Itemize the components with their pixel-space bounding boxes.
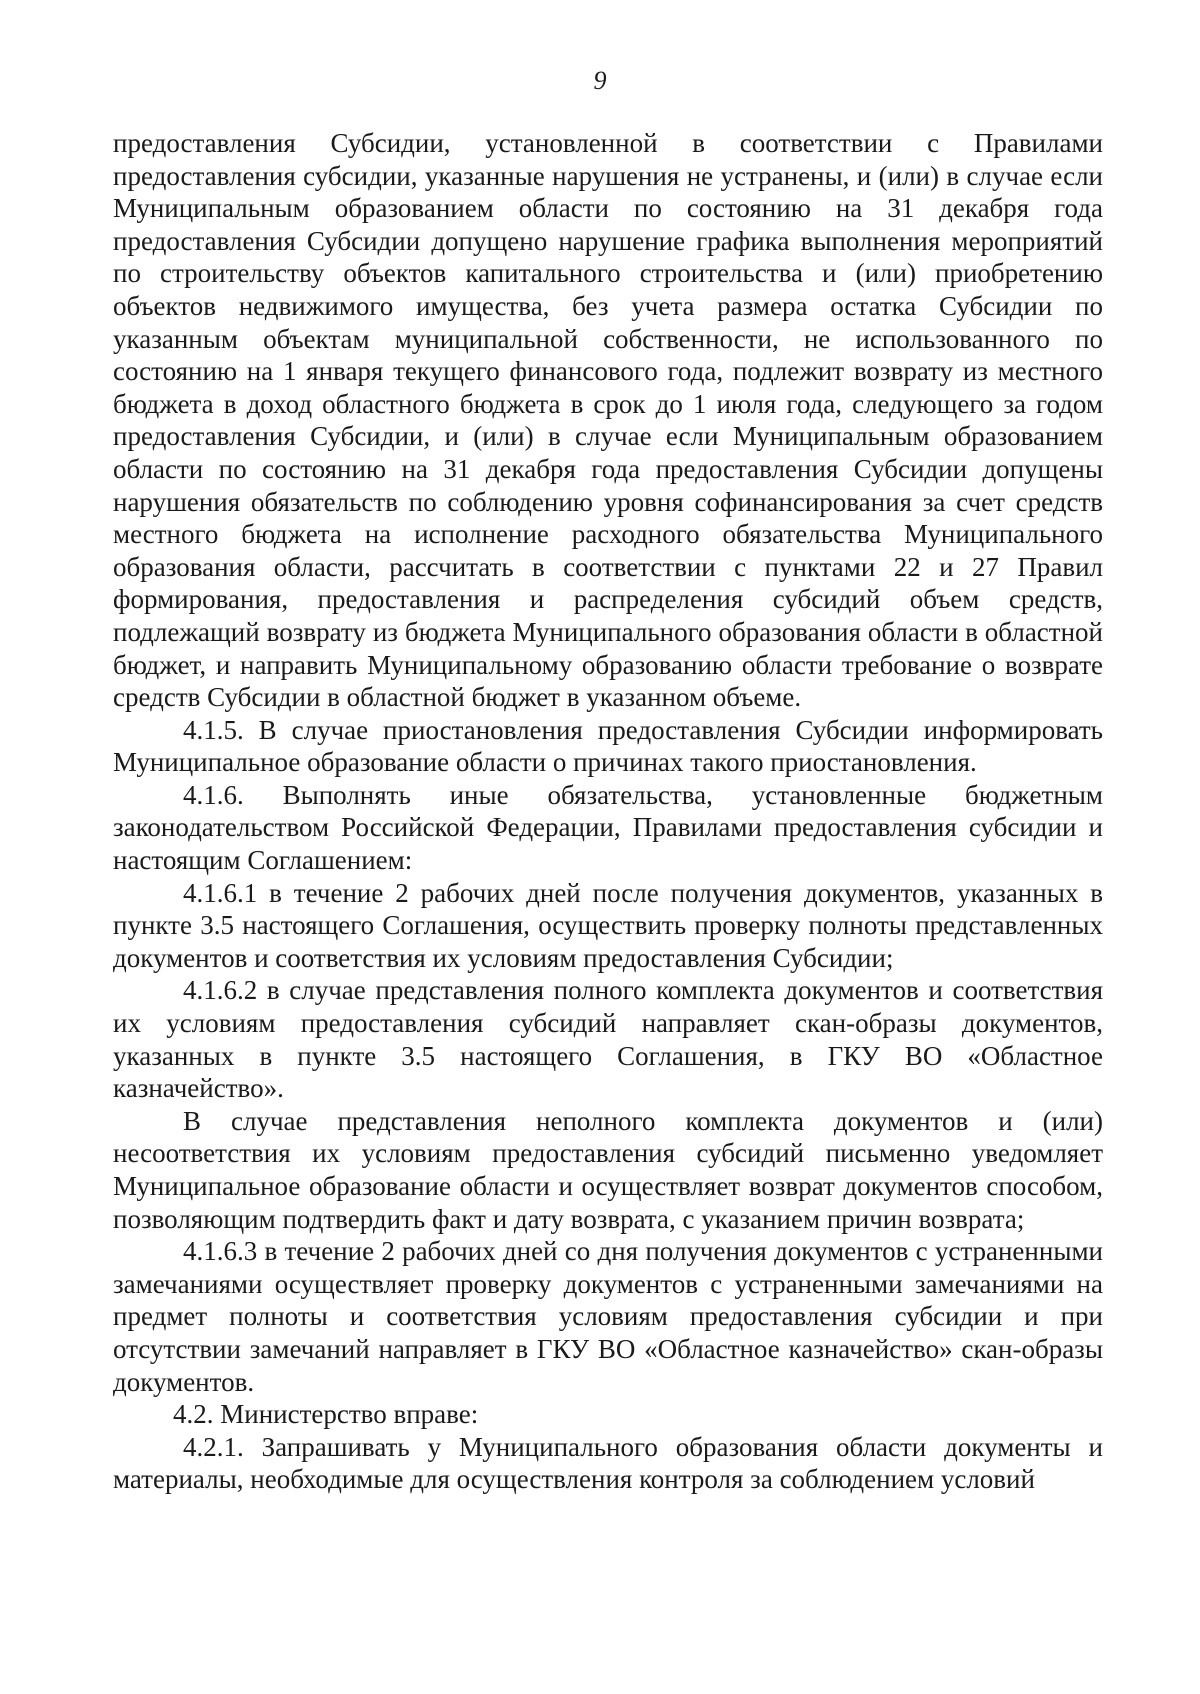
- page-number: 9: [593, 66, 607, 95]
- paragraph-4-1-5: 4.1.5. В случае приостановления предоставления Субсидии информировать Муниципальное образование области о причинах такого приостановления.: [113, 714, 1103, 778]
- paragraph-4-1-6-2: 4.1.6.2 в случае представления полного комплекта документов и соответствия их условиям предоставления субсидий направляет скан-образы документов, указанных в пункте 3.5 настоящего Соглашения, в ГКУ ВО «Областное казначейство».: [113, 975, 1103, 1104]
- paragraph-4-1-6: 4.1.6. Выполнять иные обязательства, установленные бюджетным законодательством Российской Федерации, Правилами предоставления субсидии и настоящим Соглашением:: [113, 779, 1103, 876]
- paragraph-4-2-1: 4.2.1. Запрашивать у Муниципального образования области документы и материалы, необходимые для осуществления контроля за соблюдением условий: [113, 1431, 1103, 1495]
- document-body: [113, 127, 1103, 1496]
- paragraph-4-2: 4.2. Министерство вправе:: [173, 1399, 479, 1430]
- paragraph-4-1-6-3: 4.1.6.3 в течение 2 рабочих дней со дня получения документов с устраненными замечаниями осуществляет проверку документов с устраненными замечаниями на предмет полноты и соответствия условиям предоставления субсидии и при отсутствии замечаний направляет в ГКУ ВО «Областное казначейство» скан-образы документов.: [113, 1236, 1103, 1397]
- paragraph-continuation: предоставления Субсидии, установленной в соответствии с Правилами предоставления субсидии, указанные нарушения не устранены, и (или) в случае если Муниципальным образованием области по состоянию на 31 декабря года предоставления Субсидии допущено нарушение графика выполнения мероприятий по строительству объектов капитального строительства и (или) приобретению объектов недвижимого имущества, без учета размера остатка Субсидии по указанным объектам муниципальной собственности, не использованного по состоянию на 1 января текущего финансового года, подлежит возврату из местного бюджета в доход областного бюджета в срок до 1 июля года, следующего за годом предоставления Субсидии, и (или) в случае если Муниципальным образованием области по состоянию на 31 декабря года предоставления Субсидии допущены нарушения обязательств по соблюдению уровня софинансирования за счет средств местного бюджета на исполнение расходного обязательства Муниципального образования области, рассчитать в соответствии с пунктами 22 и 27 Правил формирования, предоставления и распределения субсидий объем средств, подлежащий возврату из бюджета Муниципального образования области в областной бюджет, и направить Муниципальному образованию области требование о возврате средств Субсидии в областной бюджет в указанном объеме.: [113, 128, 1103, 713]
- paragraph-4-1-6-1: 4.1.6.1 в течение 2 рабочих дней после получения документов, указанных в пункте 3.5 настоящего Соглашения, осуществить проверку полноты представленных документов и соответствия их условиям предоставления Субсидии;: [113, 877, 1103, 973]
- paragraph-incomplete-documents: В случае представления неполного комплекта документов и (или) несоответствия их условиям предоставления субсидий письменно уведомляет Муниципальное образование области и осуществляет возврат документов способом, позволяющим подтвердить факт и дату возврата, с указанием причин возврата;: [113, 1105, 1103, 1234]
